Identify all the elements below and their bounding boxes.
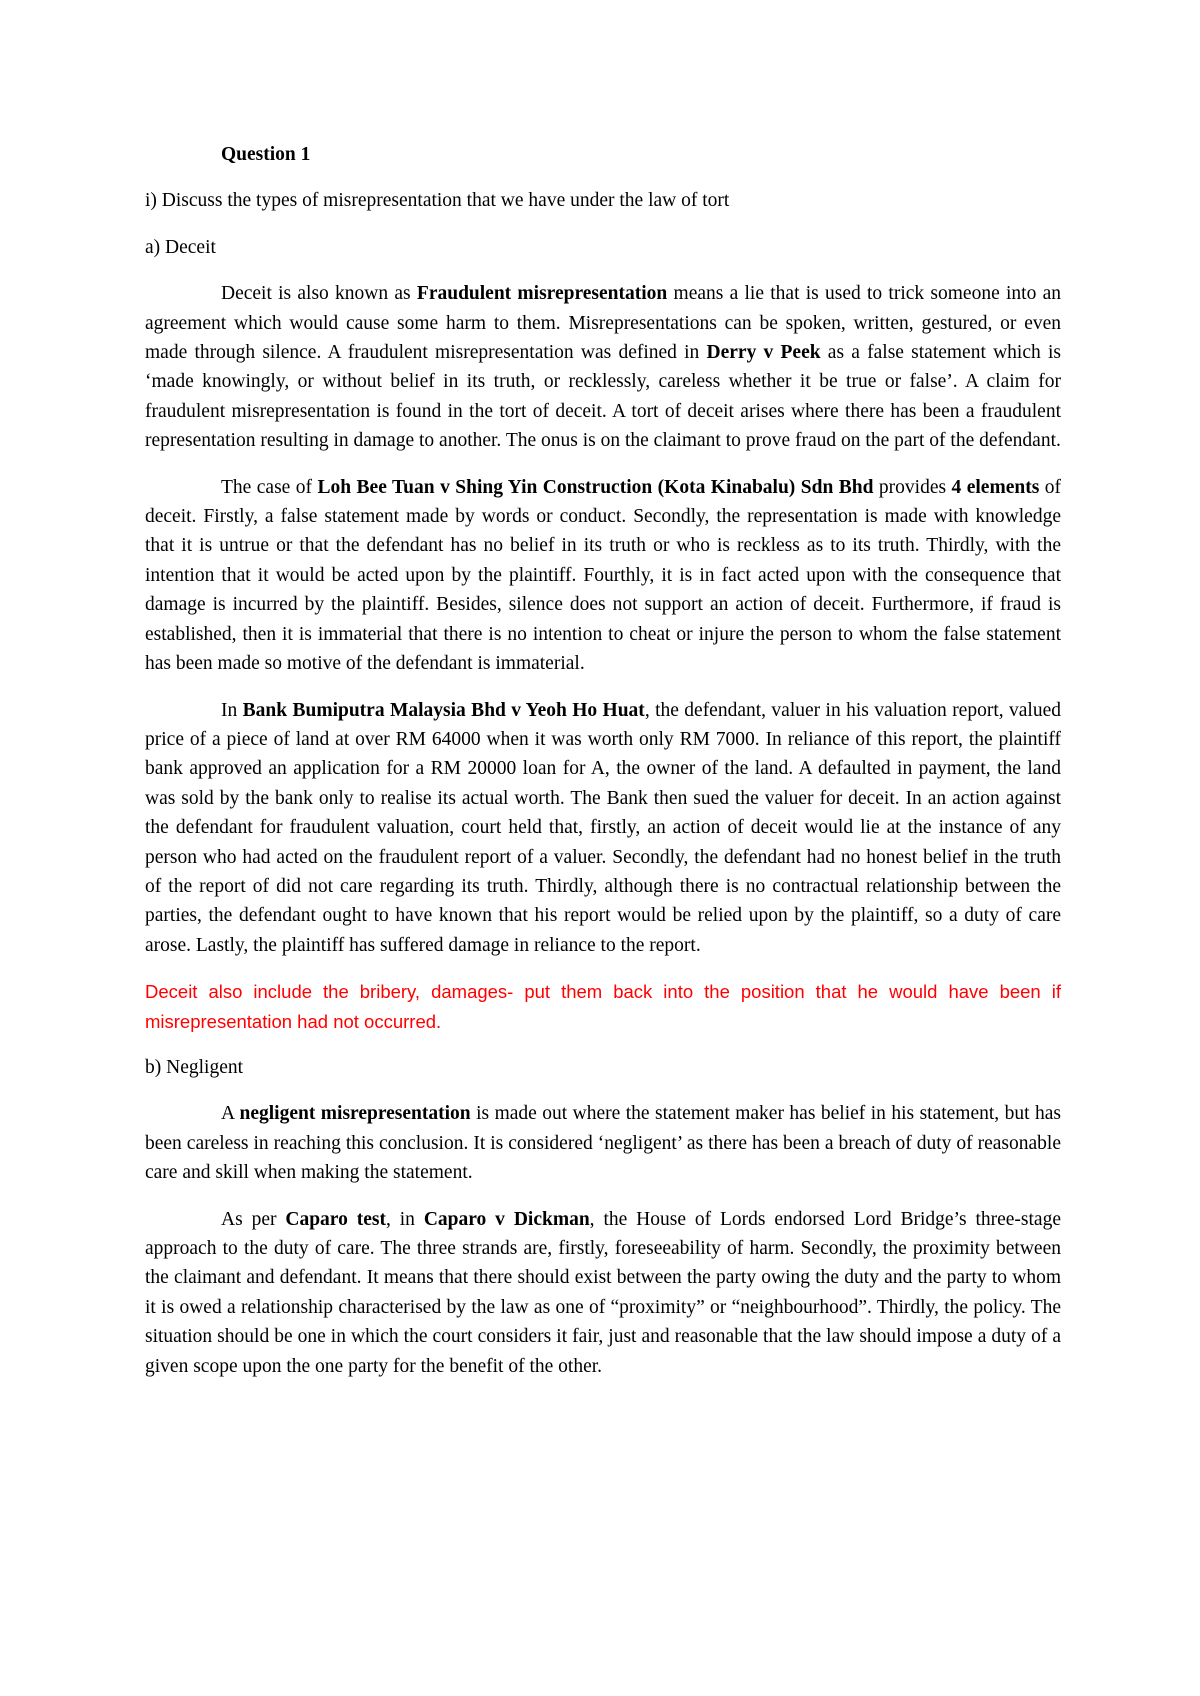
text-run: , in [385,1208,424,1230]
text-run: As per [221,1208,286,1230]
case-name: Caparo v Dickman [423,1208,590,1230]
bold-term: Fraudulent misrepresentation [416,283,668,305]
section-b-heading: b) Negligent [145,1056,244,1078]
question-text: i) Discuss the types of misrepresentation that we have under the law of tort [145,190,730,212]
bold-term: negligent misrepresentation [239,1103,471,1125]
case-name: Loh Bee Tuan v Shing Yin Construction (Kota Kinabalu) Sdn Bhd [317,476,874,498]
text-run: , the House of Lords endorsed Lord Bridge’s three-stage approach to the duty of care. The three strands are, firstly, foreseeability of harm. Secondly, the proximity between the claimant and defendant. It means that there should exist between the party owing the duty and the party to whom it is owed a relationship characterised by the law as one of “proximity” or “neighbourhood”. Thirdly, the policy. The situation should be one in which the court considers it fair, just and reasonable that the law should impose a duty of a given scope upon the one party for the benefit of the other. [145,1208,1061,1377]
negligent-definition-paragraph [145,1099,1061,1187]
text-run: Deceit is also known as [221,283,417,305]
text-run: In [221,699,243,721]
text-run: provides [873,476,952,498]
text-run: as a false statement which is ‘made knowingly, or without belief in its truth, or recklessly, careless whether it be true or false’. A claim for fraudulent misrepresentation is found in the tort of deceit. A tort of deceit arises where there has been a fraudulent representation resulting in damage to another. The onus is on the claimant to prove fraud on the part of the defendant. [145,342,1061,452]
text-run: , the defendant, valuer in his valuation report, valued price of a piece of land at over RM 64000 when it was worth only RM 7000. In reliance of this report, the plaintiff bank approved an application for a RM 20000 loan for A, the owner of the land. A defaulted in payment, the land was sold by the bank only to realise its actual worth. The Bank then sued the valuer for deceit. In an action against the defendant for fraudulent valuation, court held that, firstly, an action of deceit would lie at the instance of any person who had acted on the fraudulent report of a valuer. Secondly, the defendant had no honest belief in the truth of the report of did not care regarding its truth. Thirdly, although there is no contractual relationship between the parties, the defendant ought to have known that his report would be relied upon by the plaintiff, so a duty of care arose. Lastly, the plaintiff has suffered damage in reliance to the report. [145,699,1061,956]
red-note-paragraph: Deceit also include the bribery, damages- put them back into the position that he would have been if misrepresentation had not occurred. [145,981,1061,1032]
text-run: A [221,1103,240,1125]
case-name: Bank Bumiputra Malaysia Bhd v Yeoh Ho Huat [242,699,645,721]
section-a-heading: a) Deceit [145,236,216,258]
text-run: of deceit. Firstly, a false statement made by words or conduct. Secondly, the representation is made with knowledge that it is untrue or that the defendant has no belief in its truth or who is reckless as to its truth. Thirdly, with the intention that it would be acted upon by the plaintiff. Fourthly, it is in fact acted upon with the consequence that damage is incurred by the plaintiff. Besides, silence does not support an action of deceit. Furthermore, if fraud is established, then it is immaterial that there is no intention to cheat or injure the person to whom the false statement has been made so motive of the defendant is immaterial. [145,476,1061,675]
text-run: means a lie that is used to trick someone into an agreement which would cause some harm to them. Misrepresentations can be spoken, written, gestured, or even made through silence. A fraudulent misrepresentation was defined in [145,283,1061,364]
bold-term: Caparo test [285,1208,386,1230]
text-run: is made out where the statement maker has belief in his statement, but has been careless in reaching this conclusion. It is considered ‘negligent’ as there has been a breach of duty of reasonable care and skill when making the statement. [145,1103,1062,1184]
bank-bumiputra-case-paragraph [145,696,1061,961]
text-run: The case of [221,476,318,498]
case-name: Derry v Peek [706,342,821,364]
bold-term: 4 elements [951,476,1040,498]
deceit-definition-paragraph [145,279,1061,455]
document-page [145,140,1061,1398]
caparo-test-paragraph [145,1205,1061,1381]
question-heading: Question 1 [221,144,311,165]
deceit-elements-paragraph [145,473,1061,679]
